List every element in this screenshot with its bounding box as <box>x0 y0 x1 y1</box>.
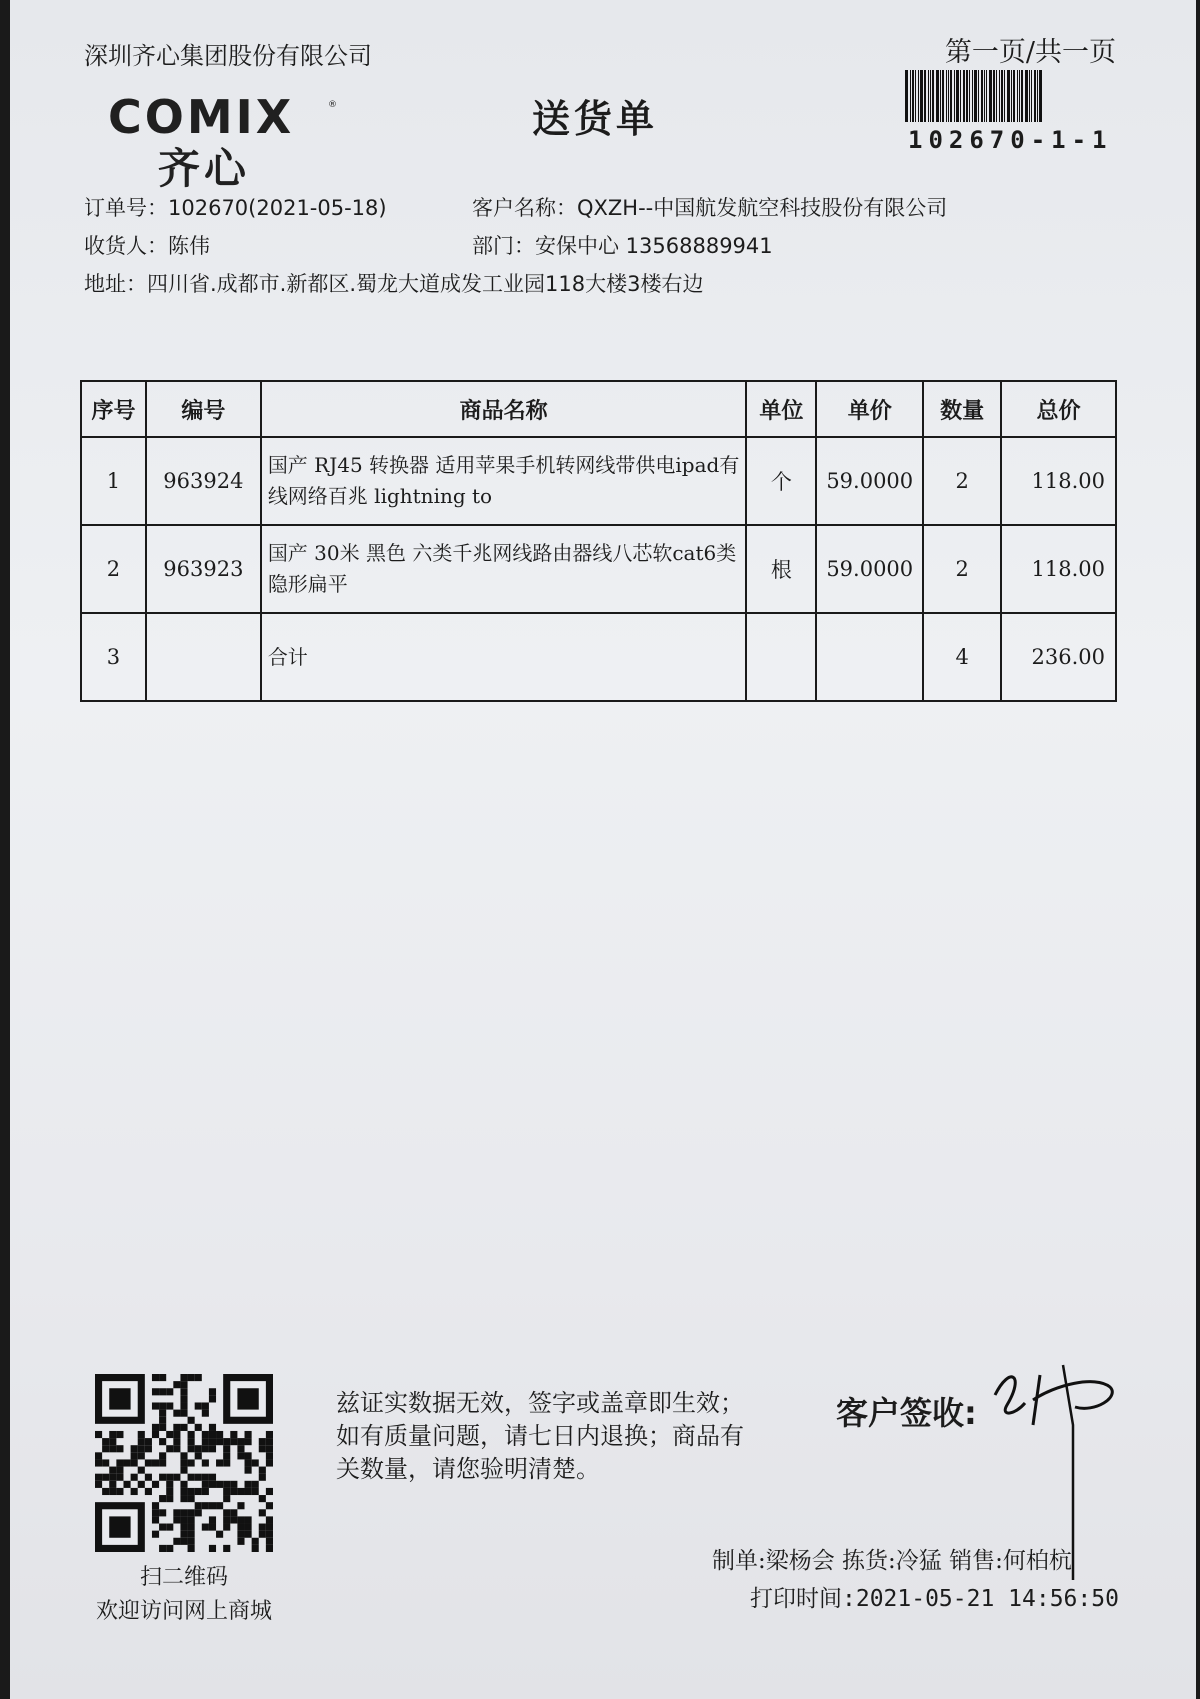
barcode-bar <box>950 70 952 122</box>
paper-edge-right <box>1196 0 1200 1699</box>
logo-text-en: COMIX <box>108 90 295 144</box>
cell-seq: 1 <box>81 437 146 525</box>
header-quantity: 数量 <box>923 381 1001 437</box>
barcode-bar <box>936 70 939 122</box>
barcode-bar <box>986 70 987 122</box>
print-time: 打印时间:2021-05-21 14:56:50 <box>750 1586 1119 1612</box>
barcode-bar <box>1025 70 1028 122</box>
cell-quantity: 2 <box>923 437 1001 525</box>
barcode-bar <box>999 70 1000 122</box>
barcode-bar <box>981 70 983 122</box>
header-seq: 序号 <box>81 381 146 437</box>
barcode-bar <box>912 70 914 122</box>
cell-code <box>146 613 261 701</box>
barcode-bar <box>974 70 977 122</box>
cell-product-name: 国产 30米 黑色 六类千兆网线路由器线八芯软cat6类隐形扁平 <box>261 525 747 613</box>
cell-seq: 3 <box>81 613 146 701</box>
document-title: 送货单 <box>532 97 659 141</box>
barcode-bar <box>978 70 979 122</box>
header-product-name: 商品名称 <box>261 381 747 437</box>
barcode-bar <box>996 70 997 122</box>
barcode-bar <box>928 70 929 122</box>
receiver: 收货人：陈伟 <box>84 234 210 258</box>
logo-text-cn: 齐心 <box>158 144 251 193</box>
barcode-bar <box>989 70 992 122</box>
cell-total: 236.00 <box>1001 613 1116 701</box>
barcode-bar <box>1034 70 1036 122</box>
barcode-bar <box>1021 70 1023 122</box>
cell-total: 118.00 <box>1001 525 1116 613</box>
barcode-bar <box>924 70 926 122</box>
barcode-bar <box>1029 70 1030 122</box>
header-unit-price: 单价 <box>816 381 923 437</box>
barcode-bar <box>1039 70 1042 122</box>
barcode-bar <box>948 70 949 122</box>
table-row <box>81 525 1116 613</box>
barcode-bar <box>932 70 934 122</box>
barcode-bar <box>915 70 916 122</box>
cell-quantity: 4 <box>923 613 1001 701</box>
cell-unit <box>746 613 816 701</box>
qr-caption-mall: 欢迎访问网上商城 <box>95 1599 272 1624</box>
barcode-bar <box>969 70 970 122</box>
cell-product-name: 合计 <box>261 613 747 701</box>
items-table <box>80 380 1117 702</box>
barcode-bar <box>910 70 911 122</box>
barcode-bar <box>946 70 947 122</box>
cell-seq: 2 <box>81 525 146 613</box>
cell-unit-price: 59.0000 <box>816 525 923 613</box>
cell-unit-price <box>816 613 923 701</box>
barcode-bar <box>1019 70 1020 122</box>
barcode-bar <box>942 70 944 122</box>
cell-unit-price: 59.0000 <box>816 437 923 525</box>
order-number: 订单号：102670(2021-05-18) <box>84 196 387 220</box>
cell-quantity: 2 <box>923 525 1001 613</box>
header-total: 总价 <box>1001 381 1116 437</box>
qr-caption-scan: 扫二维码 <box>139 1565 228 1590</box>
customer-sign-label: 客户签收: <box>836 1394 977 1432</box>
barcode-bar <box>1013 70 1015 122</box>
barcode-bar <box>1007 70 1010 122</box>
barcode-bar <box>966 70 968 122</box>
notice-text: 兹证实数据无效，签字或盖章即生效；如有质量问题，请七日内退换；商品有关数量，请您验明清楚。 <box>336 1389 744 1483</box>
cell-product-name: 国产 RJ45 转换器 适用苹果手机转网线带供电ipad有线网络百兆 lightning to <box>261 437 747 525</box>
qr-code-icon <box>95 1374 273 1552</box>
barcode-bar <box>963 70 965 122</box>
company-name: 深圳齐心集团股份有限公司 <box>84 42 372 70</box>
header-code: 编号 <box>146 381 261 437</box>
barcode-bar <box>1011 70 1012 122</box>
cell-code: 963923 <box>146 525 261 613</box>
barcode-bar <box>1004 70 1005 122</box>
staff-info: 制单:梁杨会 拣货:冷猛 销售:何柏杭 <box>712 1548 1072 1574</box>
header-unit: 单位 <box>746 381 816 437</box>
table-row-total <box>81 613 1116 701</box>
barcode <box>905 70 1117 122</box>
table-row <box>81 437 1116 525</box>
barcode-bar <box>960 70 961 122</box>
logo-registered-mark: ® <box>328 100 337 110</box>
cell-code: 963924 <box>146 437 261 525</box>
cell-total: 118.00 <box>1001 437 1116 525</box>
cell-unit: 个 <box>746 437 816 525</box>
barcode-bar <box>956 70 959 122</box>
barcode-bar <box>993 70 995 122</box>
cell-unit: 根 <box>746 525 816 613</box>
department: 部门：安保中心 13568889941 <box>472 234 773 258</box>
barcode-bar <box>984 70 985 122</box>
page-indicator: 第一页/共一页 <box>944 37 1116 68</box>
barcode-bar <box>1001 70 1003 122</box>
table-header-row <box>81 381 1116 437</box>
barcode-bar <box>930 70 931 122</box>
barcode-bar <box>920 70 923 122</box>
barcode-bar <box>1031 70 1032 122</box>
barcode-bar <box>972 70 973 122</box>
paper-edge-left <box>0 0 10 1699</box>
barcode-number: 102670-1-1 <box>908 126 1113 154</box>
address: 地址：四川省.成都市.新都区.蜀龙大道成发工业园118大楼3楼右边 <box>84 272 704 296</box>
barcode-bar <box>1017 70 1018 122</box>
barcode-bar <box>918 70 919 122</box>
barcode-bar <box>905 70 908 122</box>
barcode-bar <box>954 70 955 122</box>
barcode-bar <box>1037 70 1038 122</box>
barcode-bar <box>940 70 941 122</box>
customer-name: 客户名称：QXZH--中国航发航空科技股份有限公司 <box>472 196 948 220</box>
comix-logo <box>108 90 338 193</box>
